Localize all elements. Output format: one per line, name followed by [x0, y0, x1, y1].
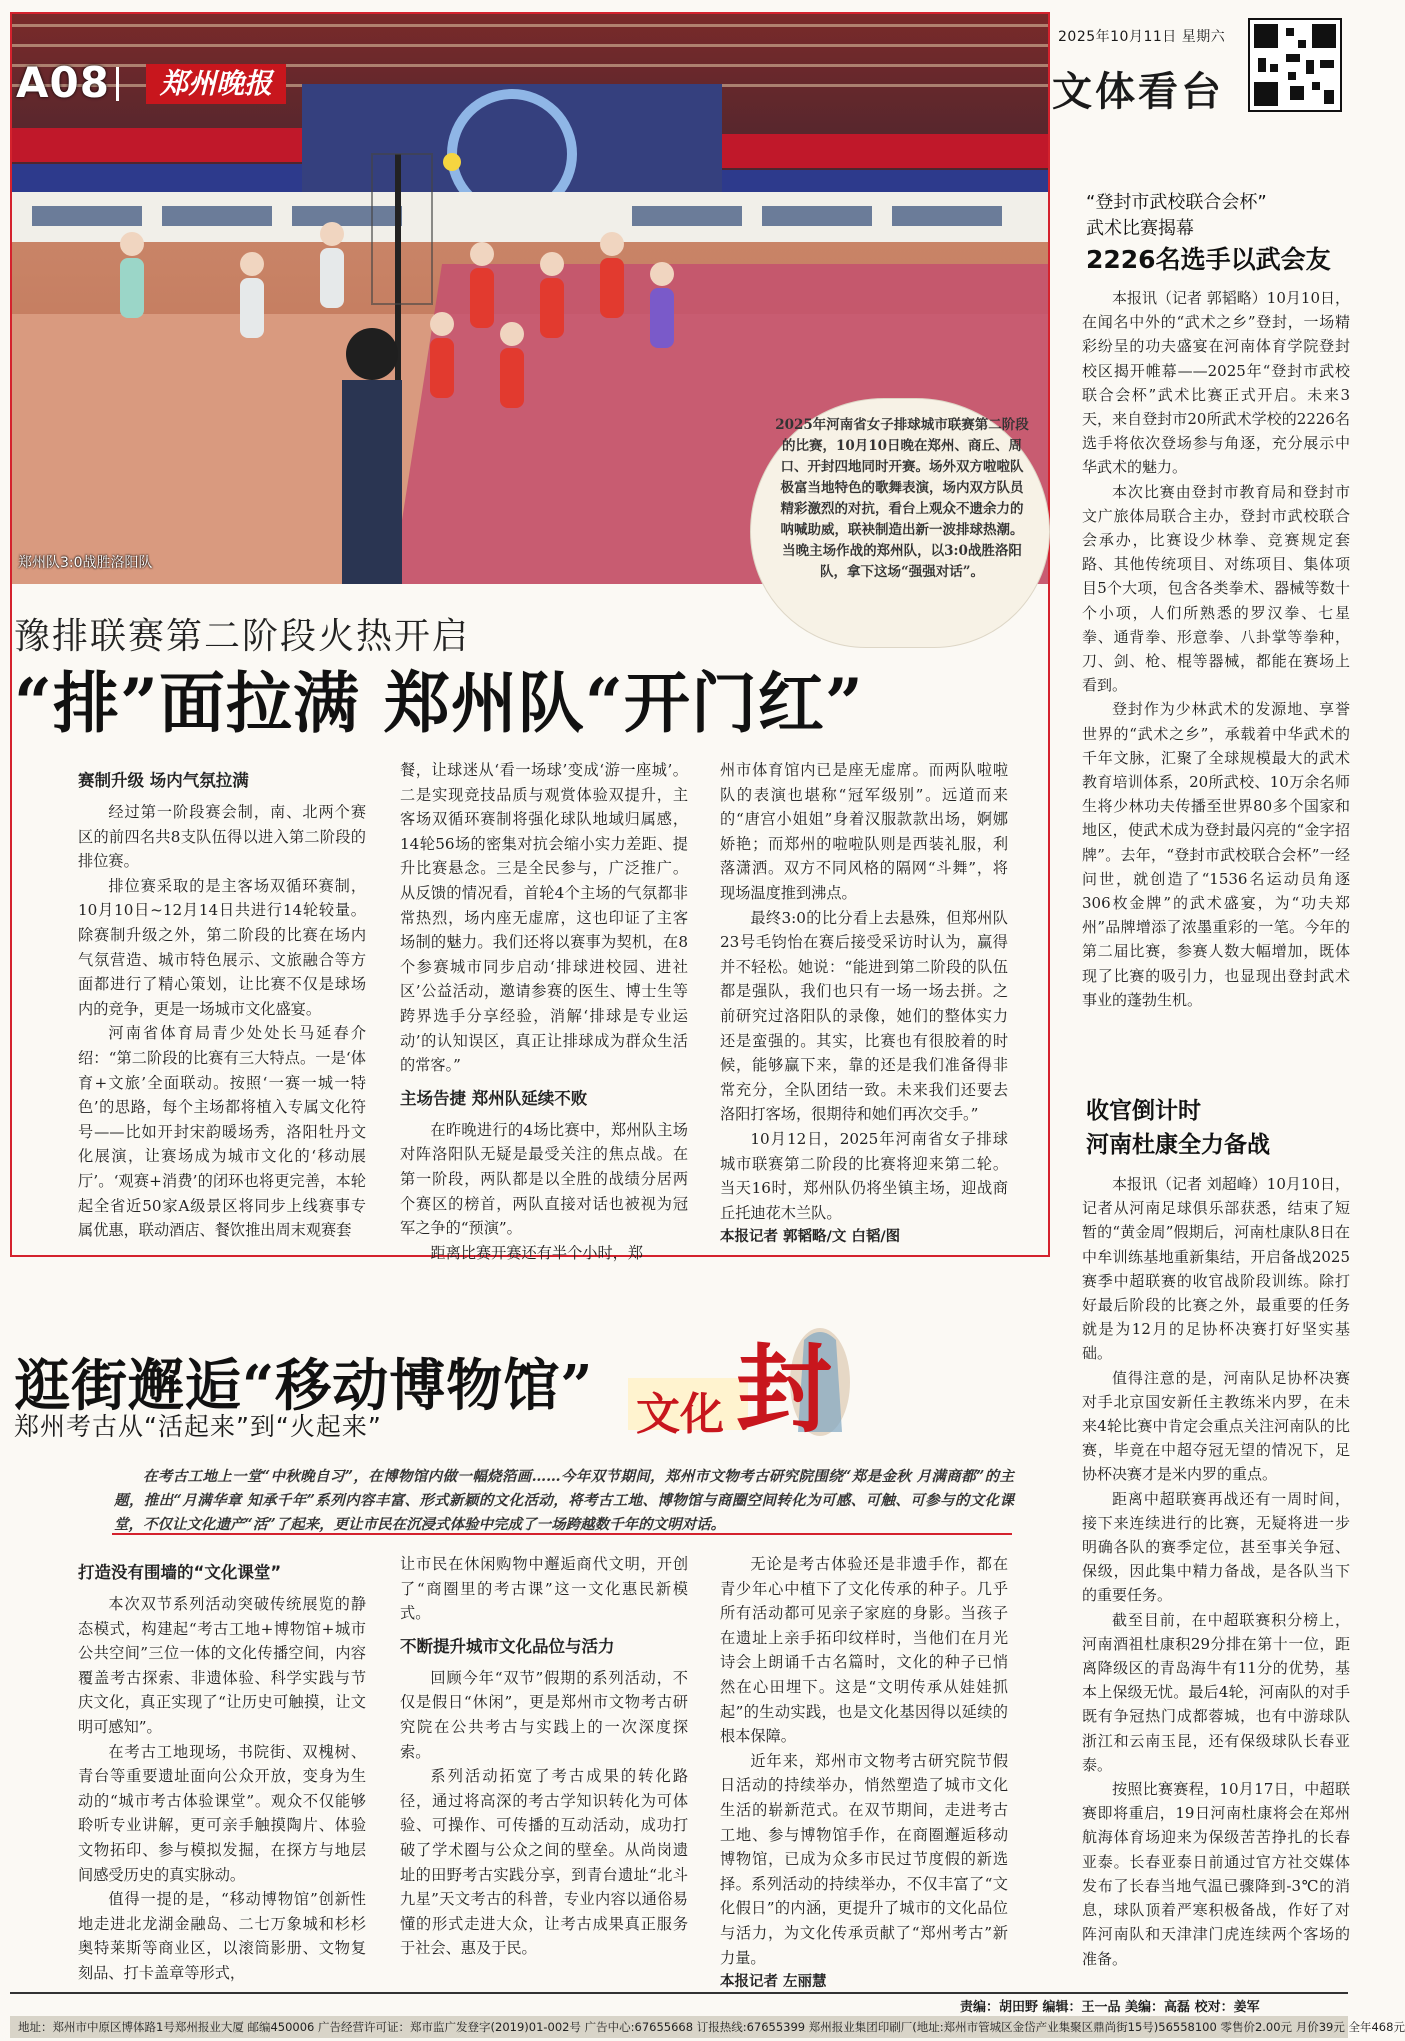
qr-code-icon[interactable] — [1248, 18, 1342, 112]
wushu-story-body — [1082, 286, 1350, 1066]
page-code: A08 — [16, 58, 110, 107]
culture-lead: 在考古工地上一堂“中秋晚自习”，在博物馆内做一幅烧箔画……今年双节期间，郑州市文物考古研究院围绕“郑是金秋 月满商都”的主题，推出“月满华章 知承千年”系列内容丰富、形式新颖的文化活动，将考古工地、博物馆与商圈空间转化为可感、可触、可参与的文化课堂，不仅让文化遗产“活”了起来，更让市民在沉浸式体验中完成了一场跨越数千年的文明对话。 — [114, 1468, 1014, 1533]
wushu-story-head — [1086, 190, 1346, 278]
paragraph: 让市民在休闲购物中邂逅商代文明，开创了“商圈里的考古课”这一文化惠民新模式。 — [400, 1555, 688, 1623]
feature-column-2 — [400, 758, 688, 1262]
paragraph: 无论是考古体验还是非遗手作，都在青少年心中植下了文化传承的种子。几乎所有活动都可见亲子家庭的身影。当孩子在遗址上亲手拓印纹样时，当他们在月光诗会上朗诵千古名篇时，文化的种子已悄然在心田埋下。这是“文明传承从娃娃抓起”的生动实践，也是文化基因得以延续的根本保障。 — [720, 1555, 1008, 1746]
feature-headline: “排”面拉满 郑州队“开门红” — [14, 664, 864, 742]
paragraph: 在考古工地现场，书院街、双槐树、青台等重要遗址面向公众开放，变身为生动的“城市考古体验课堂”。观众不仅能够聆听专业讲解，更可亲手触摸陶片、体验文物拓印、参与模拟发掘，在探方与地层间感受历史的真实脉动。 — [78, 1742, 366, 1884]
feature-column-3 — [720, 758, 1008, 1250]
paragraph: 经过第一阶段赛会制，南、北两个赛区的前四名共8支队伍得以进入第二阶段的排位赛。 — [78, 803, 366, 871]
feature-kicker: 豫排联赛第二阶段火热开启 — [14, 616, 471, 657]
dateline: 2025年10月11日 星期六 — [1058, 29, 1226, 45]
paragraph: 在昨晚进行的4场比赛中，郑州队主场对阵洛阳队无疑是最受关注的焦点战。在第一阶段，两队都是以全胜的战绩分居两个赛区的榜首，两队直接对话也被视为冠军之争的“预演”。 — [400, 1120, 688, 1238]
story-kicker: “登封市武校联合会杯” — [1086, 192, 1267, 213]
divider — [112, 1533, 1012, 1535]
paragraph: 近年来，郑州市文物考古研究院节假日活动的持续举办，悄然塑造了城市文化生活的崭新范式。在双节期间，走进考古工地、参与博物馆手作，在商圈邂逅移动博物馆，已成为众多市民过节度假的新选择。系列活动的持续举办，不仅丰富了“文化假日”的内涵，更提升了城市的文化品位与活力，为文化传承贡献了“郑州考古”新力量。 — [720, 1751, 1008, 1967]
culture-logo-char: 封 — [736, 1333, 832, 1446]
paragraph: 距离中超联赛再战还有一周时间，接下来连续进行的比赛，无疑将进一步明确各队的赛季定位，甚至事关争冠、保级，因此集中精力备战，是各队当下的重要任务。 — [1082, 1489, 1350, 1605]
paragraph: 值得注意的是，河南队足协杯决赛对手北京国安新任主教练米内罗，在未来4轮比赛中肯定会重点关注河南队的比赛，毕竟在中超夺冠无望的情况下，足协杯决赛才是米内罗的重点。 — [1082, 1368, 1350, 1484]
culture-logo-text: 文化 — [636, 1389, 724, 1440]
paragraph: 最终3:0的比分看上去悬殊，但郑州队23号毛钧怡在赛后接受采访时认为，赢得并不轻松。她说：“能进到第二阶段的队伍都是强队，我们也只有一场一场去拼。之前研究过洛阳队的录像，她们的整体实力还是蛮强的。其实，比赛也有很胶着的时候，能够赢下来，靠的还是我们准备得非常充分，全队团结一致。未来我们还要去洛阳打客场，很期待和她们再次交手。” — [720, 908, 1008, 1124]
section-title: 文体看台 — [1052, 69, 1224, 115]
paragraph: 截至目前，在中超联赛积分榜上，河南酒祖杜康积29分排在第十一位，距离降级区的青岛海牛有11分的优势，基本上保级无忧。最后4轮，河南队的对手既有争冠热门成都蓉城，也有中游球队浙江和云南玉昆，还有保级球队长春亚泰。 — [1082, 1610, 1350, 1774]
paragraph: 本次比赛由登封市教育局和登封市文广旅体局联合主办，登封市武校联合会承办，比赛设少林拳、竞赛规定套路、其他传统项目、对练项目、集体项目5个大项，包含各类拳术、器械等数十个小项，人们所熟悉的罗汉拳、七星拳、通背拳、形意拳、八卦掌等拳种，刀、剑、枪、棍等器械，都能在赛场上看到。 — [1082, 482, 1350, 695]
paragraph: 系列活动拓宽了考古成果的转化路径，通过将高深的考古学知识转化为可体验、可操作、可传播的互动活动，成功打破了学术圈与公众之间的壁垒。从尚岗遗址的田野考古实践分享，到青台遗址“北斗九星”天文考古的科普，专业内容以通俗易懂的形式走进大众，让考古成果真正服务于社会、惠及于民。 — [400, 1767, 688, 1958]
story-kicker: 武术比赛揭幕 — [1086, 218, 1194, 239]
story-title: 2226名选手以武会友 — [1086, 245, 1331, 274]
paragraph: 按照比赛赛程，10月17日，中超联赛即将重启，19日河南杜康将会在郑州航海体育场迎来为保级苦苦挣扎的长春亚泰。长春亚泰日前通过官方社交媒体发布了长春当地气温已骤降到-3℃的消息，球队顶着严寒积极备战，作好了对阵河南队和天津津门虎连续两个客场的准备。 — [1082, 1780, 1350, 1968]
volleyball-icon — [443, 153, 461, 171]
culture-column-2 — [400, 1552, 688, 1992]
culture-column-1 — [78, 1552, 366, 1992]
page-badge — [16, 58, 125, 107]
football-story-body — [1082, 1172, 1350, 1992]
editor-credits: 责编：胡田野 编辑：王一品 美编：高磊 校对：姜军 — [960, 2000, 1260, 2015]
paragraph: 本报讯（记者 郭韬略）10月10日，在闻名中外的“武术之乡”登封，一场精彩纷呈的功夫盛宴在河南体育学院登封校区揭开帷幕——2025年“登封市武校联合会杯”武术比赛正式开启。未来3天，来自登封市20所武术学校的2226名选手将依次登场参与角逐，充分展示中华武术的魅力。 — [1082, 289, 1350, 477]
photo-caption: 郑州队3:0战胜洛阳队 — [18, 555, 153, 571]
subhead: 主场告捷 郑州队延续不败 — [400, 1088, 588, 1108]
paragraph: 餐，让球迷从‘看一场球’变成‘游一座城’。二是实现竞技品质与观赏体验双提升，主客场双循环赛制将强化球队地域归属感，14轮56场的密集对抗会缩小实力差距、提升比赛悬念。三是全民参与，广泛推广。从反馈的情况看，首轮4个主场的气氛都非常热烈，场内座无虚席，这也印证了主客场制的魅力。我们还将以赛事为契机，在8个参赛城市同步启动‘排球进校园、进社区’公益活动，邀请参赛的医生、博士生等跨界选手分享经验，消解‘排球是专业运动’的认知误区，真正让排球成为群众生活的常客。” — [400, 761, 688, 1075]
footer-divider — [10, 1992, 1348, 1994]
author-credit: 本报记者 左丽慧 — [720, 1974, 827, 1991]
feature-column-1 — [78, 760, 366, 1250]
paragraph: 本报讯（记者 刘超峰）10月10日，记者从河南足球俱乐部获悉，结束了短暂的“黄金周”假期后，河南杜康队8日在中牟训练基地重新集结，开启备战2025赛季中超联赛的收官战阶段训练。除打好最后阶段的比赛之外，最重要的任务就是为12月的足协杯决赛打好坚实基础。 — [1082, 1175, 1350, 1363]
masthead-right — [1052, 18, 1342, 118]
paper-name-logo: 郑州晚报 — [146, 64, 286, 104]
lead-text: 2025年河南省女子排球城市联赛第二阶段的比赛，10月10日晚在郑州、商丘、周口、开封四地同时开赛。场外双方啦啦队极富当地特色的歌舞表演，场内双方队员精彩激烈的对抗，看台上观众不遗余力的呐喊助威，联袂制造出新一波排球热潮。当晚主场作战的郑州队，以3:0战胜洛阳队，拿下这场“强强对话”。 — [775, 417, 1029, 580]
paragraph: 距离比赛开赛还有半个小时，郑 — [430, 1243, 644, 1262]
subhead: 不断提升城市文化品位与活力 — [400, 1636, 615, 1656]
paragraph: 排位赛采取的是主客场双循环赛制，10月10日~12月14日共进行14轮较量。除赛制升级之外，第二阶段的比赛在场内气氛营造、城市特色展示、文旅融合等方面都进行了精心策划，让比赛不仅是球场内的竞争，更是一场城市文化盛宴。 — [78, 876, 366, 1018]
football-story-head — [1086, 1094, 1346, 1162]
subhead: 赛制升级 场内气氛拉满 — [78, 771, 249, 790]
paragraph: 回顾今年“双节”假期的系列活动，不仅是假日“休闲”，更是郑州市文物考古研究院在公共考古与实践上的一次深度探索。 — [400, 1668, 688, 1761]
paragraph: 河南省体育局青少处处长马延春介绍：“第二阶段的比赛有三大特点。一是‘体育+文旅’全面联动。按照‘一赛一城一特色’的思路，每个主场都将植入专属文化符号——比如开封宋韵暖场秀，洛阳牡丹文化展演，让赛场成为城市文化的‘移动展厅’。‘观赛+消费’的闭环也将更完善，本轮起全省近50家A级景区将同步上线赛事专属优惠，联动酒店、餐饮推出周末观赛套 — [78, 1024, 366, 1240]
paragraph: 州市体育馆内已是座无虚席。而两队啦啦队的表演也堪称“冠军级别”。远道而来的“唐宫小姐姐”身着汉服款款出场，婀娜娇艳；而郑州的啦啦队则是西装礼服，利落潇洒。双方不同风格的隔网“斗舞”，将现场温度推到沸点。 — [720, 761, 1008, 902]
culture-headline: 逛街邂逅“移动博物馆” — [14, 1353, 594, 1419]
photo-credit: 本报记者 郭韬略/文 白韬/图 — [720, 1229, 901, 1246]
paragraph: 登封作为少林武术的发源地、享誉世界的“武术之乡”，承载着中华武术的千年文脉，汇聚了全球规模最大的武术教育培训体系，20所武校、10万余名师生将少林功夫传播至世界80多个国家和地区，使武术成为登封最闪亮的“金字招牌”。去年，“登封市武校联合会杯”一经问世，就创造了“1536名运动员角逐306枚金牌”的武术盛宴，为“功夫郑州”品牌增添了浓墨重彩的一笔。今年的第二届比赛，参赛人数大幅增加，既体现了比赛的吸引力，也显现出登封武术事业的蓬勃生机。 — [1082, 700, 1350, 1009]
story-title: 收官倒计时 — [1086, 1098, 1201, 1124]
paragraph: 10月12日，2025年河南省女子排球城市联赛第二阶段的比赛将迎来第二轮。当天16时，郑州队仍将坐镇主场，迎战商丘托迪花木兰队。 — [720, 1129, 1008, 1222]
lead-bubble — [750, 398, 1050, 648]
paragraph: 本次双节系列活动突破传统展览的静态模式，构建起“考古工地+博物馆+城市公共空间”三位一体的文化传播空间，内容覆盖考古探索、非遗体验、科学实践与节庆文化，真正实现了“让历史可触摸，让文明可感知”。 — [78, 1595, 366, 1736]
subhead: 打造没有围墙的“文化课堂” — [78, 1563, 282, 1582]
culture-column-3 — [720, 1552, 1008, 1992]
culture-subtitle: 郑州考古从“活起来”到“火起来” — [14, 1412, 382, 1441]
culture-column-logo — [628, 1320, 888, 1446]
story-title: 河南杜康全力备战 — [1086, 1132, 1270, 1158]
footer-address: 地址：郑州市中原区博体路1号郑州报业大厦 邮编450006 广告经营许可证：郑市监广发登字(2019)01-002号 广告中心:67655668 订报热线:67655399 郑州报业集团印刷厂(地址:郑州市管城区金岱产业集聚区鼎尚街15号)56558100 零售价2.00元 月价39元 全年468元 — [10, 2016, 1348, 2038]
paragraph: 值得一提的是，“移动博物馆”创新性地走进北龙湖金融岛、二七万象城和杉杉奥特莱斯等商业区，以滚筒影册、文物复刻品、打卡盖章等形式， — [78, 1890, 366, 1982]
